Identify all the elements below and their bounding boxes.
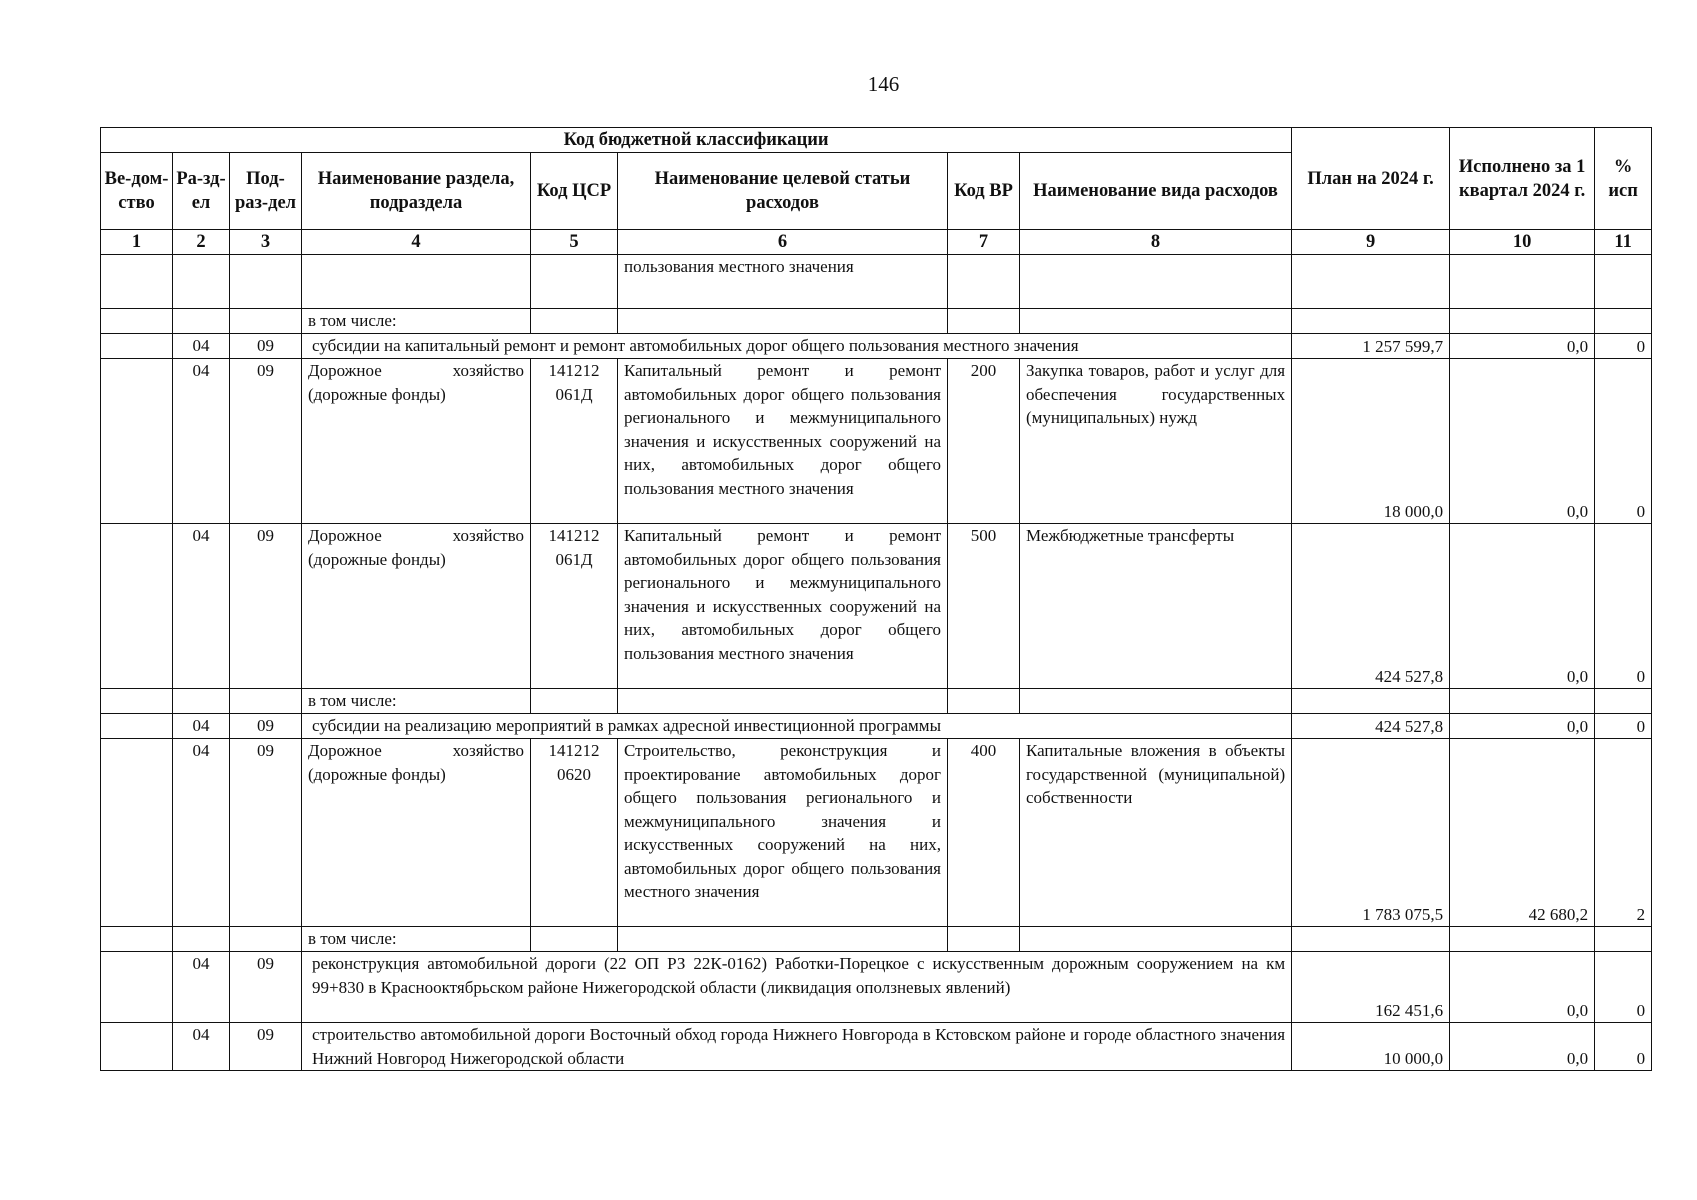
col-number: 11 — [1595, 230, 1652, 255]
table-row — [101, 689, 1652, 714]
plan-cell: 18 000,0 — [1292, 359, 1450, 524]
done-cell: 0,0 — [1450, 334, 1595, 359]
razdel-cell: 04 — [173, 334, 230, 359]
header-podrazdel: Под-раз-дел — [230, 153, 302, 230]
col-number: 4 — [302, 230, 531, 255]
plan-cell: 1 783 075,5 — [1292, 739, 1450, 927]
header-percent: % исп — [1595, 128, 1652, 230]
vr-cell: 400 — [948, 739, 1020, 927]
target-cell: Строительство, реконструкция и проектирование автомобильных дорог общего пользования регионального и межмуниципального значения и искусственных сооружений на них, автомобильных дорог общего пользования местного значения — [618, 739, 948, 927]
header-vr-code: Код ВР — [948, 153, 1020, 230]
table-row — [101, 334, 1652, 359]
col-number: 9 — [1292, 230, 1450, 255]
podrazdel-cell: 09 — [230, 1023, 302, 1071]
pct-cell: 0 — [1595, 952, 1652, 1023]
podrazdel-cell: 09 — [230, 359, 302, 524]
table-row — [101, 927, 1652, 952]
razdel-cell: 04 — [173, 952, 230, 1023]
pct-cell: 0 — [1595, 359, 1652, 524]
col-number: 5 — [531, 230, 618, 255]
table-row — [101, 952, 1652, 1023]
podrazdel-cell: 09 — [230, 739, 302, 927]
section-cell: Дорожное хозяйство (дорожные фонды) — [302, 359, 531, 524]
table-row — [101, 1023, 1652, 1071]
pct-cell: 2 — [1595, 739, 1652, 927]
done-cell: 0,0 — [1450, 359, 1595, 524]
table-row — [101, 359, 1652, 524]
col-number: 1 — [101, 230, 173, 255]
subsidy-text: субсидии на капитальный ремонт и ремонт автомобильных дорог общего пользования местного значения — [302, 334, 1292, 359]
pct-cell: 0 — [1595, 334, 1652, 359]
pct-cell: 0 — [1595, 524, 1652, 689]
kind-cell: Закупка товаров, работ и услуг для обеспечения государственных (муниципальных) нужд — [1020, 359, 1292, 524]
header-csr-code: Код ЦСР — [531, 153, 618, 230]
header-row-numbers — [101, 230, 1652, 255]
header-razdel: Ра-зд-ел — [173, 153, 230, 230]
razdel-cell: 04 — [173, 739, 230, 927]
header-budget-classification: Код бюджетной классификации — [101, 128, 1292, 153]
col-number: 2 — [173, 230, 230, 255]
done-cell: 0,0 — [1450, 524, 1595, 689]
pct-cell: 0 — [1595, 1023, 1652, 1071]
razdel-cell: 04 — [173, 524, 230, 689]
budget-table — [100, 127, 1652, 1071]
table-row — [101, 739, 1652, 927]
table-row — [101, 714, 1652, 739]
podrazdel-cell: 09 — [230, 524, 302, 689]
subsidy-text: субсидии на реализацию мероприятий в рамках адресной инвестиционной программы — [302, 714, 1292, 739]
col-number: 3 — [230, 230, 302, 255]
plan-cell: 1 257 599,7 — [1292, 334, 1450, 359]
kind-cell: Межбюджетные трансферты — [1020, 524, 1292, 689]
header-plan: План на 2024 г. — [1292, 128, 1450, 230]
header-kind-name: Наименование вида расходов — [1020, 153, 1292, 230]
object-text: строительство автомобильной дороги Восточный обход города Нижнего Новгорода в Кстовском районе и городе областного значения Нижний Новгород Нижегородской области — [302, 1023, 1292, 1071]
header-section-name: Наименование раздела, подраздела — [302, 153, 531, 230]
razdel-cell: 04 — [173, 1023, 230, 1071]
podrazdel-cell: 09 — [230, 952, 302, 1023]
including-label: в том числе: — [302, 927, 531, 952]
col-number: 6 — [618, 230, 948, 255]
target-cell: Капитальный ремонт и ремонт автомобильных дорог общего пользования регионального и межмуниципального значения и искусственных сооружений на них, автомобильных дорог общего пользования местного значения — [618, 524, 948, 689]
csr-cell: 141212 061Д — [531, 359, 618, 524]
done-cell: 0,0 — [1450, 1023, 1595, 1071]
csr-cell: 141212 061Д — [531, 524, 618, 689]
done-cell: 0,0 — [1450, 952, 1595, 1023]
podrazdel-cell: 09 — [230, 334, 302, 359]
section-cell: Дорожное хозяйство (дорожные фонды) — [302, 524, 531, 689]
header-row-group — [101, 128, 1652, 153]
target-cell: Капитальный ремонт и ремонт автомобильных дорог общего пользования регионального и межмуниципального значения и искусственных сооружений на них, автомобильных дорог общего пользования местного значения — [618, 359, 948, 524]
including-label: в том числе: — [302, 309, 531, 334]
done-cell: 42 680,2 — [1450, 739, 1595, 927]
razdel-cell: 04 — [173, 714, 230, 739]
object-text: реконструкция автомобильной дороги (22 ОП РЗ 22К-0162) Работки-Порецкое с искусственным дорожным сооружением на км 99+830 в Краснооктябрьском районе Нижегородской области (ликвидация оползневых явлений) — [302, 952, 1292, 1023]
col-number: 8 — [1020, 230, 1292, 255]
kind-cell: Капитальные вложения в объекты государственной (муниципальной) собственности — [1020, 739, 1292, 927]
plan-cell: 162 451,6 — [1292, 952, 1450, 1023]
razdel-cell: 04 — [173, 359, 230, 524]
done-cell: 0,0 — [1450, 714, 1595, 739]
table-row — [101, 309, 1652, 334]
col-number: 7 — [948, 230, 1020, 255]
plan-cell: 424 527,8 — [1292, 524, 1450, 689]
podrazdel-cell: 09 — [230, 714, 302, 739]
header-target-name: Наименование целевой статьи расходов — [618, 153, 948, 230]
vr-cell: 200 — [948, 359, 1020, 524]
vr-cell: 500 — [948, 524, 1020, 689]
col-number: 10 — [1450, 230, 1595, 255]
including-label: в том числе: — [302, 689, 531, 714]
header-department: Ве-дом-ство — [101, 153, 173, 230]
header-executed: Исполнено за 1 квартал 2024 г. — [1450, 128, 1595, 230]
csr-cell: 141212 0620 — [531, 739, 618, 927]
plan-cell: 424 527,8 — [1292, 714, 1450, 739]
pct-cell: 0 — [1595, 714, 1652, 739]
section-cell: Дорожное хозяйство (дорожные фонды) — [302, 739, 531, 927]
target-cell: пользования местного значения — [618, 255, 948, 309]
table-row — [101, 255, 1652, 309]
table-row — [101, 524, 1652, 689]
page-number: 146 — [867, 72, 900, 96]
plan-cell: 10 000,0 — [1292, 1023, 1450, 1071]
